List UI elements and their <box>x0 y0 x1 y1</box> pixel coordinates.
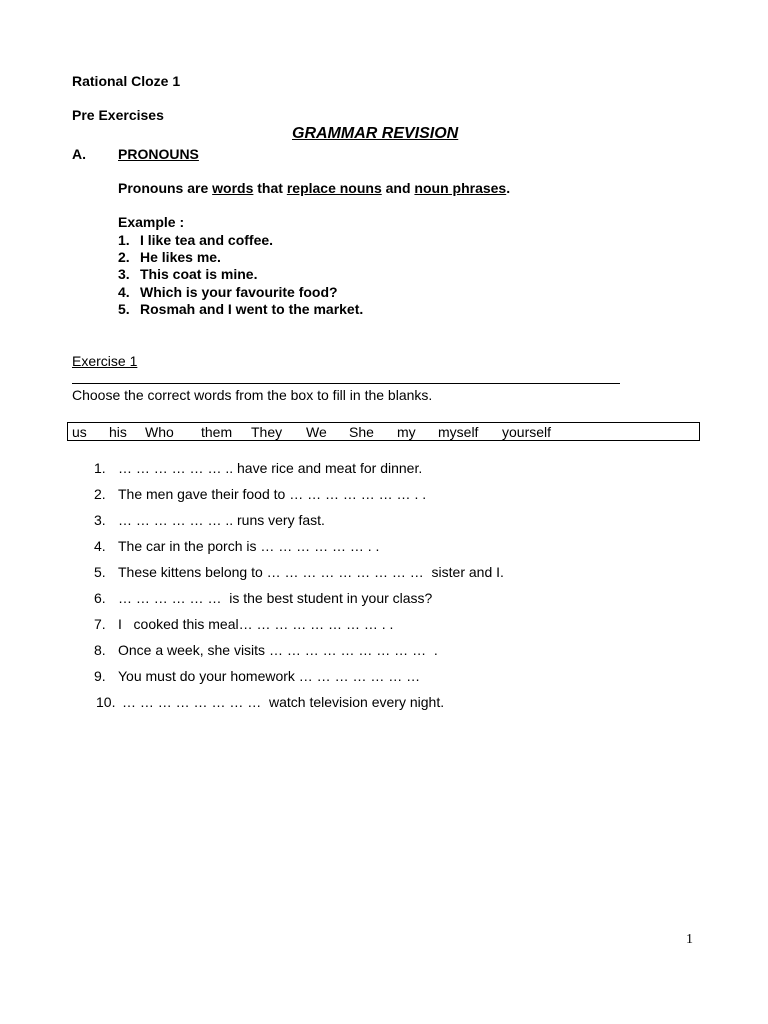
example-item <box>118 232 273 248</box>
word-box-item: my <box>397 424 416 440</box>
question-number: 3. <box>94 512 106 528</box>
word-box-item: them <box>201 424 233 440</box>
question-text: I cooked this meal… … … … … … … … . . <box>118 616 394 632</box>
section-letter: A. <box>72 146 86 162</box>
word-box <box>67 422 700 441</box>
definition-text: that <box>253 180 287 196</box>
question-text: The car in the porch is … … … … … … . . <box>118 538 380 554</box>
definition-term-replace-nouns: replace nouns <box>286 180 382 196</box>
page-title: GRAMMAR REVISION <box>292 125 459 142</box>
example-item <box>118 284 338 300</box>
example-text: Rosmah and I went to the market. <box>140 301 364 317</box>
question-number: 6. <box>94 590 106 606</box>
word-box-item: We <box>306 424 327 440</box>
example-text: This coat is mine. <box>140 266 258 282</box>
example-label: Example : <box>118 214 185 230</box>
question-text: The men gave their food to … … … … … … … . . <box>118 486 427 502</box>
question-number: 2. <box>94 486 106 502</box>
question-text: … … … … … … .. runs very fast. <box>118 512 325 528</box>
definition-term-noun-phrases: noun phrases <box>414 180 507 196</box>
word-box-item: his <box>109 424 127 440</box>
word-box-item: us <box>72 424 87 440</box>
question-number: 4. <box>94 538 106 554</box>
question-number: 9. <box>94 668 106 684</box>
exercise-divider <box>72 383 620 384</box>
definition-text: Pronouns are <box>118 180 213 196</box>
word-box-item: They <box>251 424 283 440</box>
word-box-item: myself <box>438 424 479 440</box>
question-number: 5. <box>94 564 106 580</box>
example-number: 2. <box>118 249 130 265</box>
example-text: Which is your favourite food? <box>140 284 338 300</box>
question-text: … … … … … … .. have rice and meat for dinner. <box>118 460 423 476</box>
document-subtitle: Rational Cloze 1 <box>72 73 181 89</box>
example-text: I like tea and coffee. <box>140 232 274 248</box>
word-box-item: She <box>349 424 374 440</box>
example-text: He likes me. <box>140 249 221 265</box>
word-box-item: Who <box>145 424 174 440</box>
question-number: 10. <box>96 694 116 710</box>
pronoun-definition <box>118 180 510 196</box>
definition-term-words: words <box>212 180 254 196</box>
definition-text: . <box>506 180 511 196</box>
example-number: 3. <box>118 266 130 282</box>
example-item <box>118 249 221 265</box>
question-number: 8. <box>94 642 106 658</box>
question-text: These kittens belong to … … … … … … … … … sister and I. <box>118 564 504 580</box>
question-text: Once a week, she visits … … … … … … … … … . <box>118 642 438 658</box>
document-subtitle-2: Pre Exercises <box>72 107 164 123</box>
question-text: You must do your homework … … … … … … … <box>118 668 421 684</box>
example-number: 1. <box>118 232 130 248</box>
example-item <box>118 301 363 317</box>
example-item <box>118 266 257 282</box>
definition-text: and <box>381 180 415 196</box>
question-number: 1. <box>94 460 106 476</box>
question-text: … … … … … … is the best student in your class? <box>118 590 433 606</box>
question-text: … … … … … … … … watch television every night. <box>122 694 445 710</box>
example-number: 4. <box>118 284 130 300</box>
exercise-heading: Exercise 1 <box>72 353 138 369</box>
word-box-item: yourself <box>502 424 552 440</box>
page-number: 1 <box>686 932 693 947</box>
question-number: 7. <box>94 616 106 632</box>
example-number: 5. <box>118 301 130 317</box>
exercise-instruction: Choose the correct words from the box to fill in the blanks. <box>72 387 433 403</box>
section-title: PRONOUNS <box>118 146 199 162</box>
